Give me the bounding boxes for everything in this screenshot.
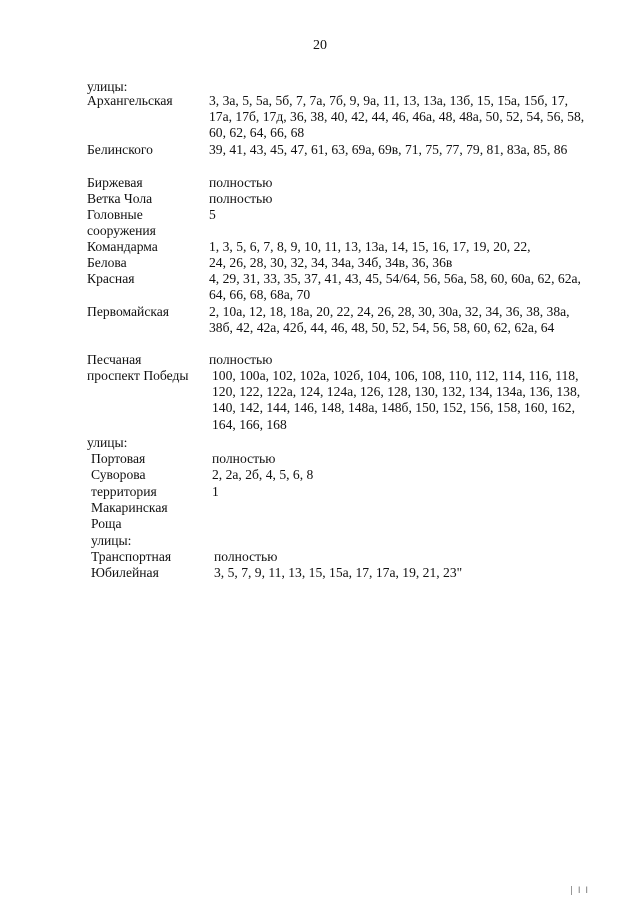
house-numbers: 39, 41, 43, 45, 47, 61, 63, 69а, 69в, 71, 75, 77, 79, 81, 83а, 85, 86	[209, 142, 568, 157]
street-name: Транспортная	[91, 549, 172, 564]
street-name: Архангельская	[87, 93, 173, 108]
street-name: проспект Победы	[87, 368, 189, 383]
house-numbers: 5	[209, 207, 216, 222]
house-numbers: полностью	[209, 352, 273, 367]
house-numbers: 4, 29, 31, 33, 35, 37, 41, 43, 45, 54/64, 56, 56а, 58, 60, 60а, 62, 62а, 64, 66, 68, 68а, 70	[209, 271, 581, 303]
page-number: 20	[313, 38, 327, 53]
house-numbers: полностью	[209, 191, 273, 206]
street-name: улицы:	[91, 533, 132, 548]
street-name: Первомайская	[87, 304, 170, 319]
house-numbers: 2, 10а, 12, 18, 18а, 20, 22, 24, 26, 28, 30, 30а, 32, 34, 36, 38, 38а, 38б, 42, 42а, 42б, 44, 46, 48, 50, 52, 54, 56, 58, 60, 62, 62а, 64	[209, 304, 570, 336]
house-numbers: полностью	[209, 175, 273, 190]
street-name: Суворова	[91, 467, 146, 482]
house-numbers: 24, 26, 28, 30, 32, 34, 34а, 34б, 34в, 36, 36в	[209, 255, 453, 270]
house-numbers: 100, 100а, 102, 102а, 102б, 104, 106, 108, 110, 112, 114, 116, 118, 120, 122, 122а, 124, 124а, 126, 128, 130, 132, 134, 134а, 136, 138, 140, 142, 144, 146, 148, 148а, 148б, 150, 152, 156, 158, 160, 162, 164, 166, 168	[212, 368, 581, 432]
street-name: Биржевая	[87, 175, 143, 190]
house-numbers: 2, 2а, 2б, 4, 5, 6, 8	[212, 467, 314, 482]
street-name: Песчаная	[87, 352, 142, 367]
street-name: Юбилейная	[91, 565, 159, 580]
street-name: Ветка Чола	[87, 191, 153, 206]
scan-mark: | I I	[570, 885, 590, 896]
house-numbers: 1	[212, 484, 219, 499]
house-numbers: полностью	[212, 451, 276, 466]
street-name: улицы:	[87, 79, 128, 94]
street-name: территория Макаринская Роща	[91, 484, 168, 532]
street-name: Белинского	[87, 142, 153, 157]
house-numbers: 1, 3, 5, 6, 7, 8, 9, 10, 11, 13, 13а, 14, 15, 16, 17, 19, 20, 22,	[209, 239, 531, 254]
street-name: Командарма	[87, 239, 158, 254]
street-name: Портовая	[91, 451, 146, 466]
street-name: улицы:	[87, 435, 128, 450]
house-numbers: полностью	[214, 549, 278, 564]
house-numbers: 3, 3а, 5, 5а, 5б, 7, 7а, 7б, 9, 9а, 11, 13, 13а, 13б, 15, 15а, 15б, 17, 17а, 17б, 17д, 36, 38, 40, 42, 44, 46, 46а, 48, 48а, 50, 52, 54, 56, 58, 60, 62, 64, 66, 68	[209, 93, 585, 141]
house-numbers: 3, 5, 7, 9, 11, 13, 15, 15а, 17, 17а, 19, 21, 23"	[214, 565, 463, 580]
street-name: Красная	[87, 271, 135, 286]
street-name: Головные сооружения	[87, 207, 156, 239]
street-name: Белова	[87, 255, 127, 270]
